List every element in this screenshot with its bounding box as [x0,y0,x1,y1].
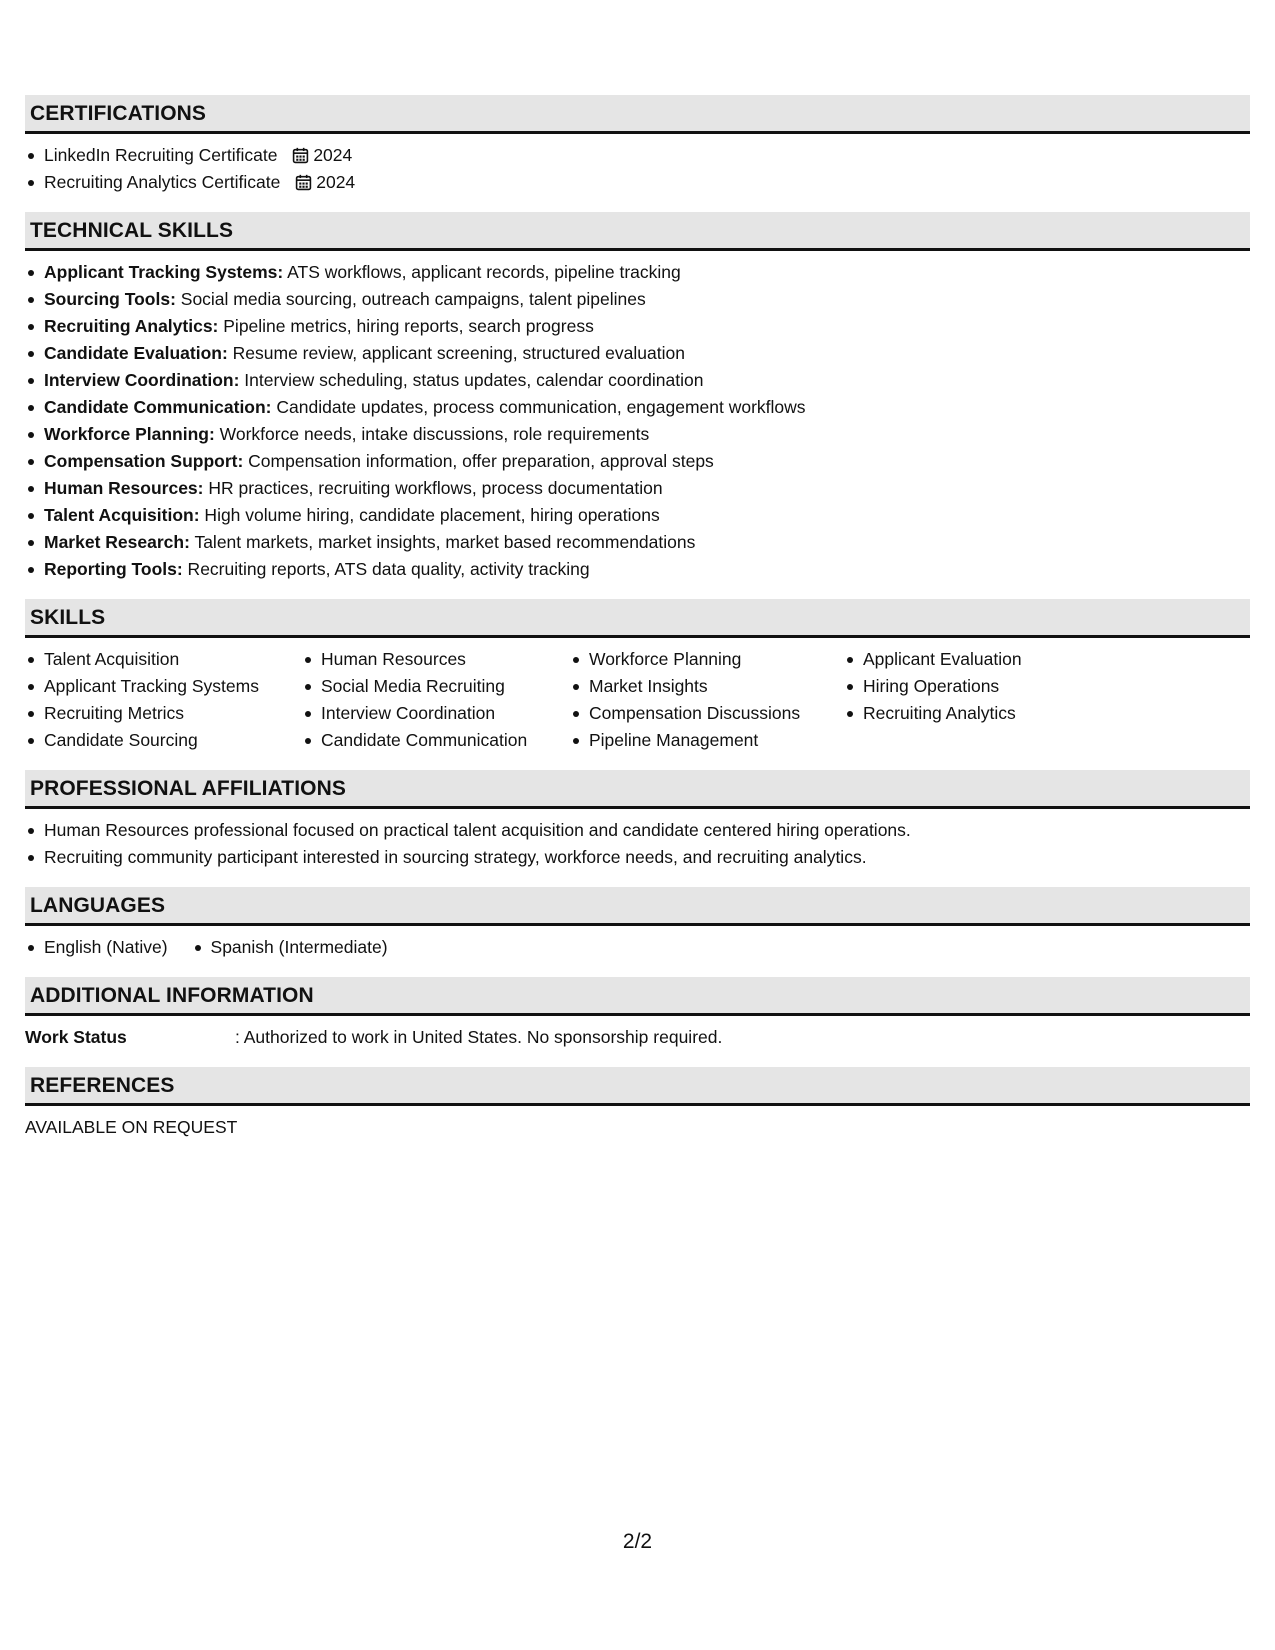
skill-category: Reporting Tools: [44,559,183,579]
certifications-list [25,134,1250,212]
list-item: Recruiting Metrics [25,700,302,727]
page-number: 2/2 [622,1530,653,1553]
section-title-technical-skills: TECHNICAL SKILLS [25,212,1250,251]
list-item: Hiring Operations [844,673,1094,700]
skills-column-4 [844,646,1094,754]
list-item: Talent Acquisition [25,646,302,673]
section-title-languages: LANGUAGES [25,887,1250,926]
list-item: Applicant Tracking Systems [25,673,302,700]
list-item [25,286,1250,313]
list-item: Candidate Sourcing [25,727,302,754]
section-title-additional-information: ADDITIONAL INFORMATION [25,977,1250,1016]
resume-page [25,95,1250,1141]
skill-details: Resume review, applicant screening, structured evaluation [227,343,685,363]
list-item [25,340,1250,367]
skill-details: Pipeline metrics, hiring reports, search progress [218,316,594,336]
skill-details: Interview scheduling, status updates, calendar coordination [239,370,704,390]
section-title-certifications: CERTIFICATIONS [25,95,1250,134]
skill-category: Applicant Tracking Systems: [44,262,284,282]
skill-category: Candidate Evaluation: [44,343,228,363]
calendar-icon [295,174,312,191]
list-item [25,394,1250,421]
list-item: Recruiting community participant interested in sourcing strategy, workforce needs, and recruiting analytics. [25,844,1250,871]
list-item [25,502,1250,529]
certification-year: 2024 [316,172,356,192]
skill-category: Recruiting Analytics: [44,316,219,336]
skill-category: Compensation Support: [44,451,244,471]
list-item [25,169,1250,196]
skill-details: Workforce needs, intake discussions, role requirements [214,424,650,444]
list-item [25,475,1250,502]
certification-name: LinkedIn Recruiting Certificate [44,145,278,165]
list-item: Human Resources [302,646,570,673]
skill-details: High volume hiring, candidate placement, hiring operations [199,505,660,525]
skill-category: Candidate Communication: [44,397,272,417]
skill-category: Interview Coordination: [44,370,240,390]
skills-column-3 [570,646,844,754]
list-item [25,556,1250,583]
certification-name: Recruiting Analytics Certificate [44,172,281,192]
languages-list [25,926,1250,977]
calendar-icon [292,147,309,164]
skill-category: Market Research: [44,532,190,552]
skill-details: Talent markets, market insights, market based recommendations [189,532,696,552]
list-item: Social Media Recruiting [302,673,570,700]
section-title-references: REFERENCES [25,1067,1250,1106]
skill-category: Human Resources: [44,478,204,498]
list-item: Compensation Discussions [570,700,844,727]
list-item [25,421,1250,448]
list-item: Spanish (Intermediate) [192,934,388,961]
skill-details: Recruiting reports, ATS data quality, activity tracking [182,559,590,579]
skill-details: Social media sourcing, outreach campaigns, talent pipelines [175,289,646,309]
skill-category: Sourcing Tools: [44,289,176,309]
skill-details: ATS workflows, applicant records, pipeline tracking [283,262,681,282]
skill-category: Talent Acquisition: [44,505,200,525]
list-item: English (Native) [25,934,168,961]
list-item: Applicant Evaluation [844,646,1094,673]
section-title-skills: SKILLS [25,599,1250,638]
references-text: AVAILABLE ON REQUEST [25,1117,238,1137]
list-item [25,259,1250,286]
affiliations-list [25,809,1250,887]
list-item [25,529,1250,556]
work-status-label: Work Status [25,1027,127,1047]
list-item [25,367,1250,394]
skill-details: Compensation information, offer preparation, approval steps [243,451,714,471]
technical-skills-list [25,251,1250,599]
list-item: Market Insights [570,673,844,700]
skills-column-1 [25,646,302,754]
list-item: Candidate Communication [302,727,570,754]
list-item: Workforce Planning [570,646,844,673]
work-status-row [25,1016,1250,1067]
skills-grid [25,638,1250,770]
list-item: Pipeline Management [570,727,844,754]
skill-details: Candidate updates, process communication, engagement workflows [271,397,806,417]
skill-category: Workforce Planning: [44,424,215,444]
skill-details: HR practices, recruiting workflows, process documentation [203,478,663,498]
skills-column-2 [302,646,570,754]
certification-year: 2024 [313,145,353,165]
section-title-affiliations: PROFESSIONAL AFFILIATIONS [25,770,1250,809]
list-item [25,313,1250,340]
list-item [25,142,1250,169]
list-item: Recruiting Analytics [844,700,1094,727]
work-status-value: : Authorized to work in United States. No sponsorship required. [235,1027,723,1047]
list-item: Human Resources professional focused on practical talent acquisition and candidate centered hiring operations. [25,817,1250,844]
list-item [25,448,1250,475]
list-item: Interview Coordination [302,700,570,727]
